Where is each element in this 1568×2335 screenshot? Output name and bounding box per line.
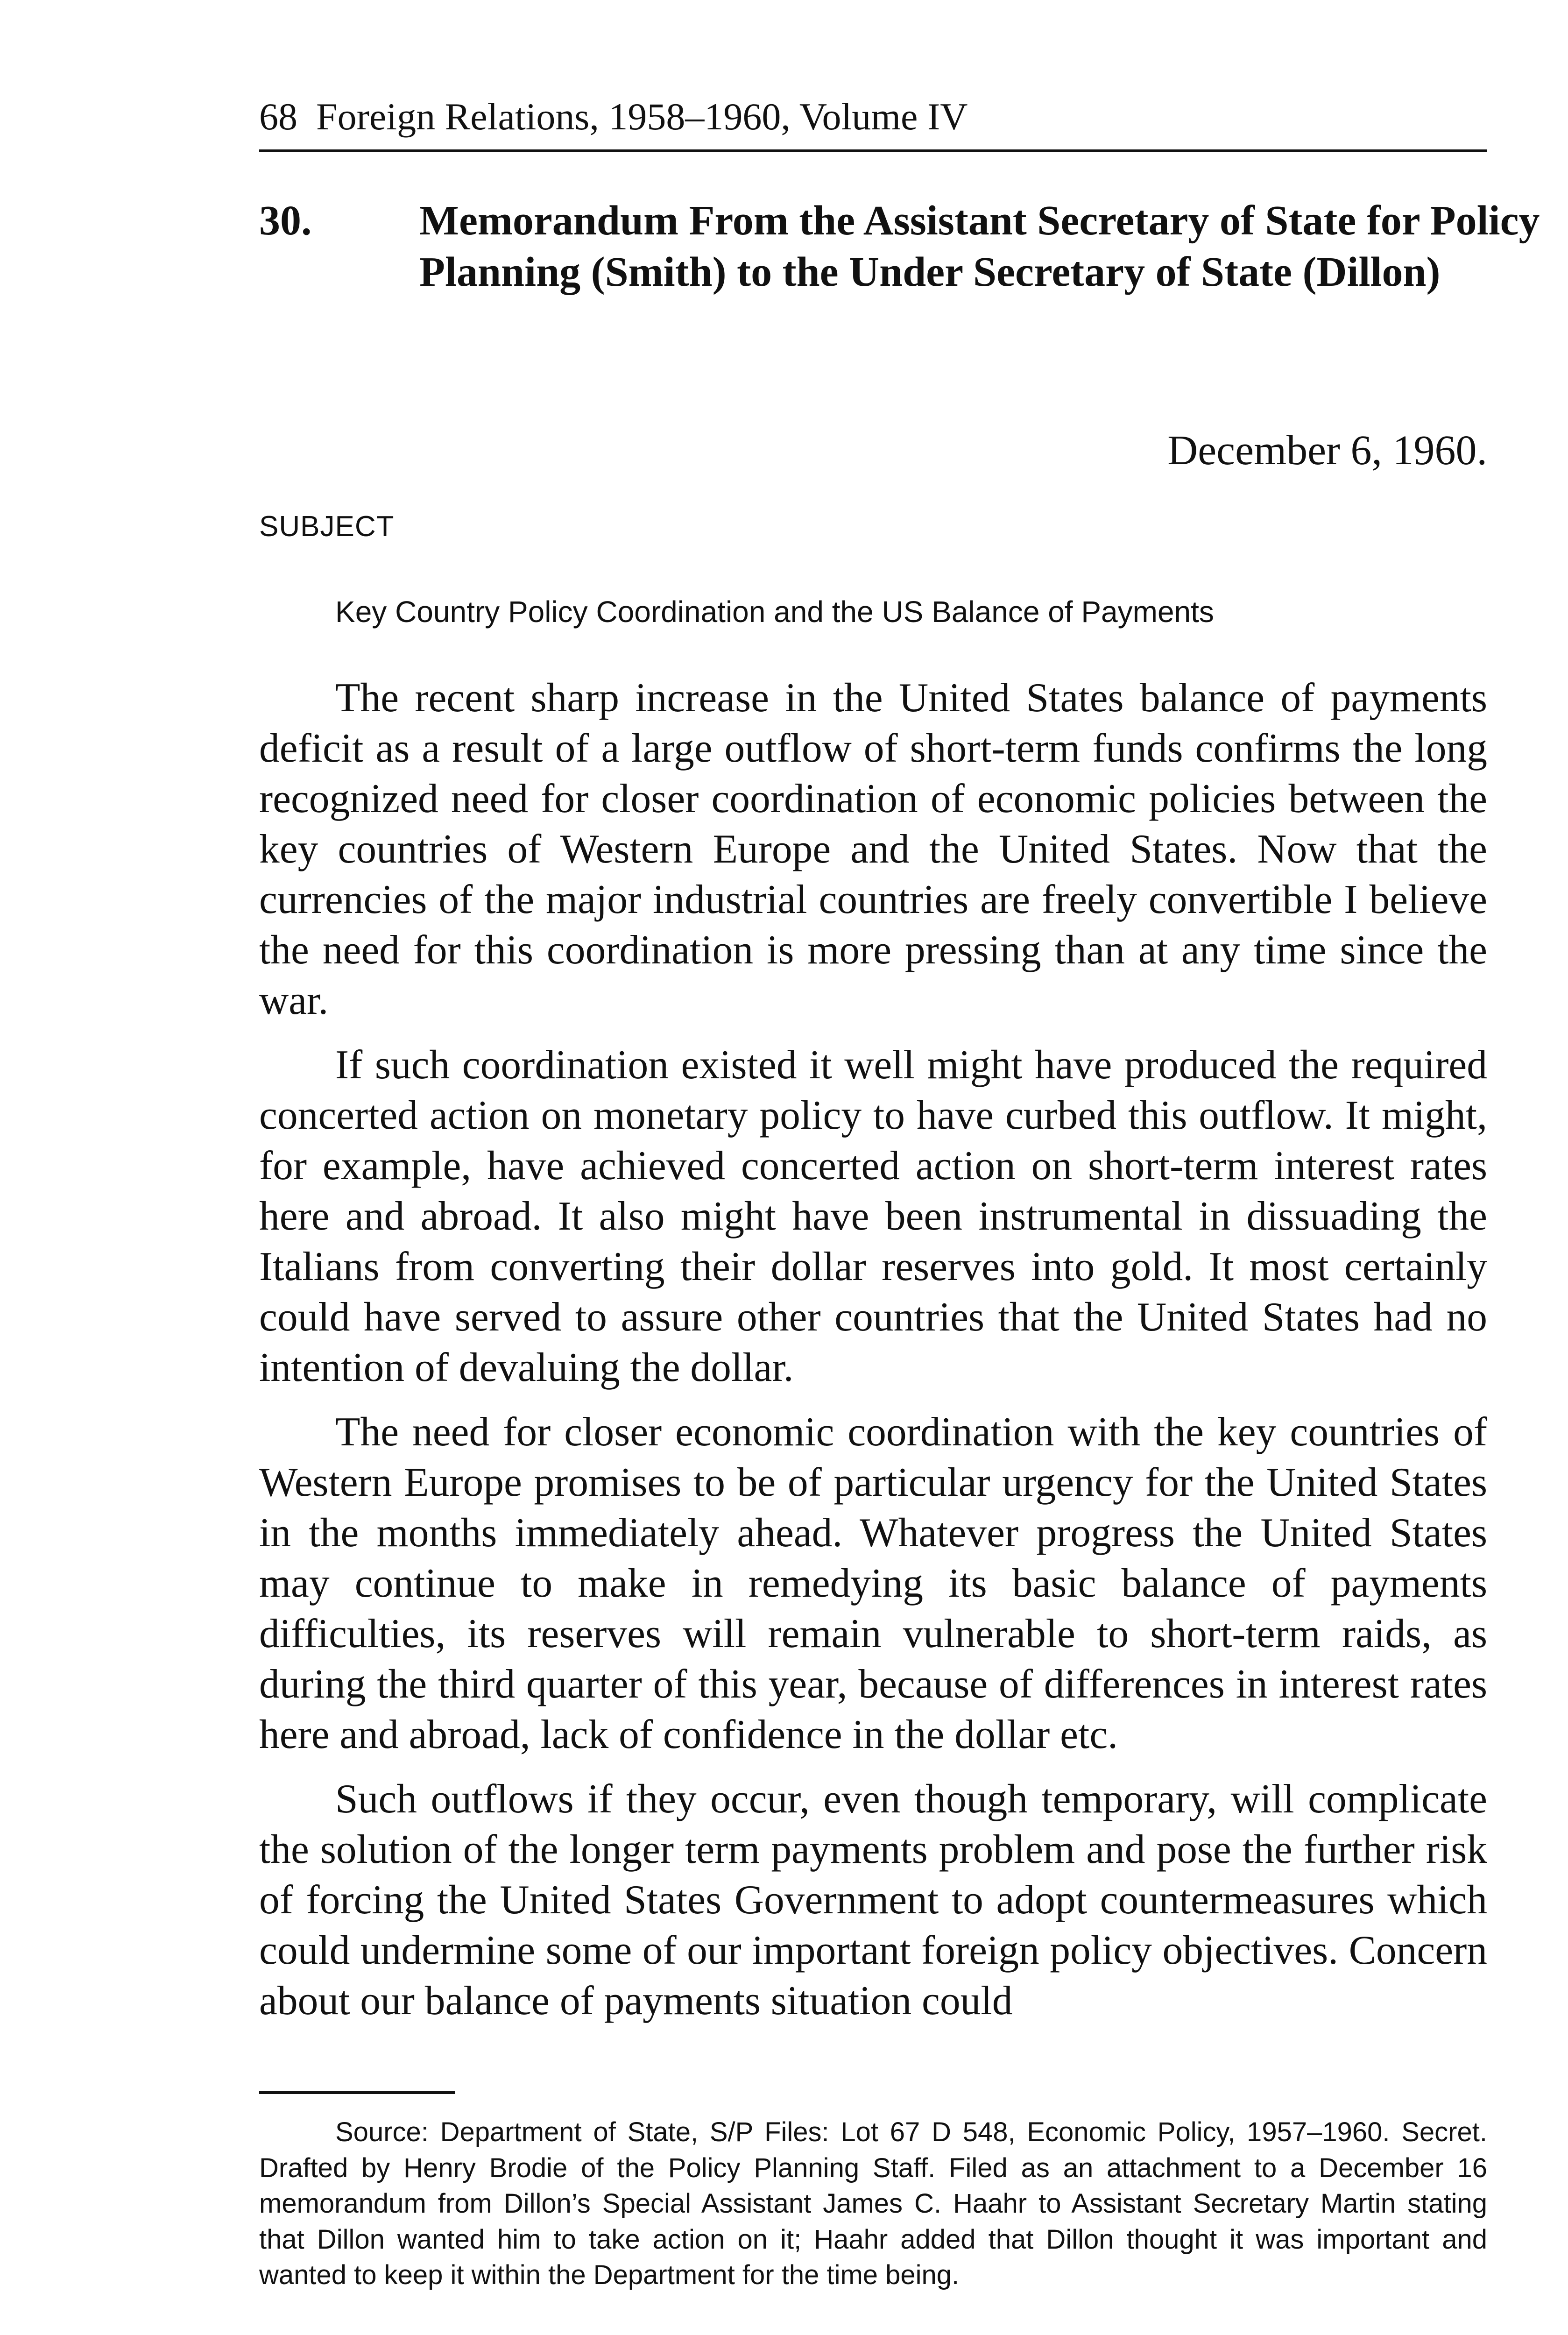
footnote-rule: [259, 2091, 455, 2094]
memo-body: [259, 672, 1487, 2040]
body-paragraph: The need for closer economic coordination with the key countries of Western Europe promises to be of particular urgency for the United States in the months immediately ahead. Whatever progress the United States may continue to make in remedying its basic balance of payments difficulties, its reserves will remain vulnerable to short-term raids, as during the third quarter of this year, because of differences in interest rates here and abroad, lack of confidence in the dollar etc.: [259, 1409, 1487, 1757]
document-date: December 6, 1960.: [1167, 427, 1487, 474]
subject-text: Key Country Policy Coordination and the US Balance of Payments: [335, 595, 1214, 629]
running-head: [259, 84, 1487, 152]
body-paragraph: The recent sharp increase in the United States balance of payments deficit as a result of a large outflow of short-term funds confirms the long recognized need for closer coordination of economic policies between the key countries of Western Europe and the United States. Now that the currencies of the major industrial countries are freely convertible I believe the need for this coordination is more pressing than at any time since the war.: [259, 675, 1487, 1023]
volume-title: Foreign Relations, 1958–1960, Volume IV: [316, 95, 968, 138]
body-paragraph: If such coordination existed it well might have produced the required concerted action on monetary policy to have curbed this outflow. It might, for example, have achieved concerted action on short-term interest rates here and abroad. It also might have been instrumental in dissuading the Italians from converting their dollar reserves into gold. It most certainly could have served to assure other countries that the United States had no intention of devaluing the dollar.: [259, 1042, 1487, 1390]
document-number: 30.: [259, 198, 312, 244]
document-title: Memorandum From the Assistant Secretary of State for Policy Planning (Smith) to the Under Secretary of State (Dillon): [419, 198, 1540, 295]
subject-label: SUBJECT: [259, 510, 395, 543]
page-number: 68: [259, 95, 297, 138]
body-paragraph: Such outflows if they occur, even though temporary, will complicate the solution of the longer term payments problem and pose the further risk of forcing the United States Government to adopt countermeasures which could undermine some of our important foreign policy objectives. Concern about our balance of payments situation could: [259, 1776, 1487, 2023]
source-footnote: Source: Department of State, S/P Files: Lot 67 D 548, Economic Policy, 1957–1960. Secret. Drafted by Henry Brodie of the Policy Planning Staff. Filed as an attachment to a December 16 memorandum from Dillon’s Special Assistant James C. Haahr to Assistant Secretary Martin stating that Dillon wanted him to take action on it; Haahr added that Dillon thought it was important and wanted to keep it within the Department for the time being.: [259, 2117, 1487, 2290]
document-heading: [259, 195, 1540, 298]
